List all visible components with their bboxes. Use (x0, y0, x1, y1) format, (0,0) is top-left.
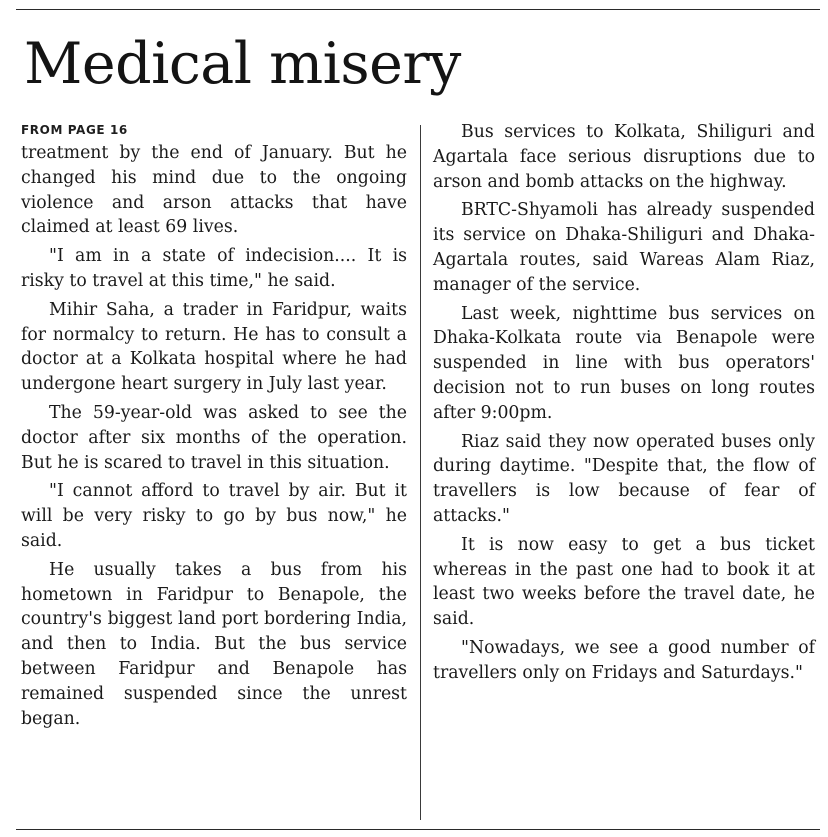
continuation-kicker: FROM PAGE 16 (21, 123, 128, 137)
paragraph: Bus services to Kolkata, Shiliguri and Agartala face serious disruptions due to arson and bomb attacks on the highway. (433, 122, 815, 192)
column-divider (420, 125, 421, 820)
paragraph: Mihir Saha, a trader in Faridpur, waits for normalcy to return. He has to consult a doctor at a Kolkata hospital where he had undergone heart surgery in July last year. (21, 299, 407, 395)
paragraph: It is now easy to get a bus ticket whereas in the past one had to book it at least two weeks before the travel date, he said. (433, 534, 815, 630)
paragraph: Last week, nighttime bus services on Dhaka-Kolkata route via Benapole were suspended in line with bus operators' decision not to run buses on long routes after 9:00pm. (433, 303, 815, 423)
paragraph: Riaz said they now operated buses only during daytime. "Despite that, the flow of travellers is low because of fear of attacks." (433, 431, 815, 526)
paragraph: "I am in a state of indecision.... It is risky to travel at this time," he said. (21, 246, 407, 291)
bottom-rule (16, 829, 820, 830)
paragraph: BRTC-Shyamoli has already suspended its service on Dhaka-Shiliguri and Dhaka-Agartala routes, said Wareas Alam Riaz, manager of the service. (433, 200, 815, 295)
paragraph: treatment by the end of January. But he changed his mind due to the ongoing violence and arson attacks that have claimed at least 69 lives. (21, 143, 407, 238)
right-column (433, 120, 815, 690)
headline: Medical misery (24, 31, 461, 97)
paragraph: "Nowadays, we see a good number of travellers only on Fridays and Saturdays." (433, 637, 815, 683)
left-column (21, 120, 407, 735)
paragraph: "I cannot afford to travel by air. But it will be very risky to go by bus now," he said. (21, 481, 407, 551)
top-rule (16, 9, 820, 10)
paragraph: He usually takes a bus from his hometown in Faridpur to Benapole, the country's biggest land port bordering India, and then to India. But the bus service between Faridpur and Benapole has remained suspended since the unrest began. (21, 559, 407, 729)
paragraph: The 59-year-old was asked to see the doctor after six months of the operation. But he is scared to travel in this situation. (21, 402, 407, 473)
